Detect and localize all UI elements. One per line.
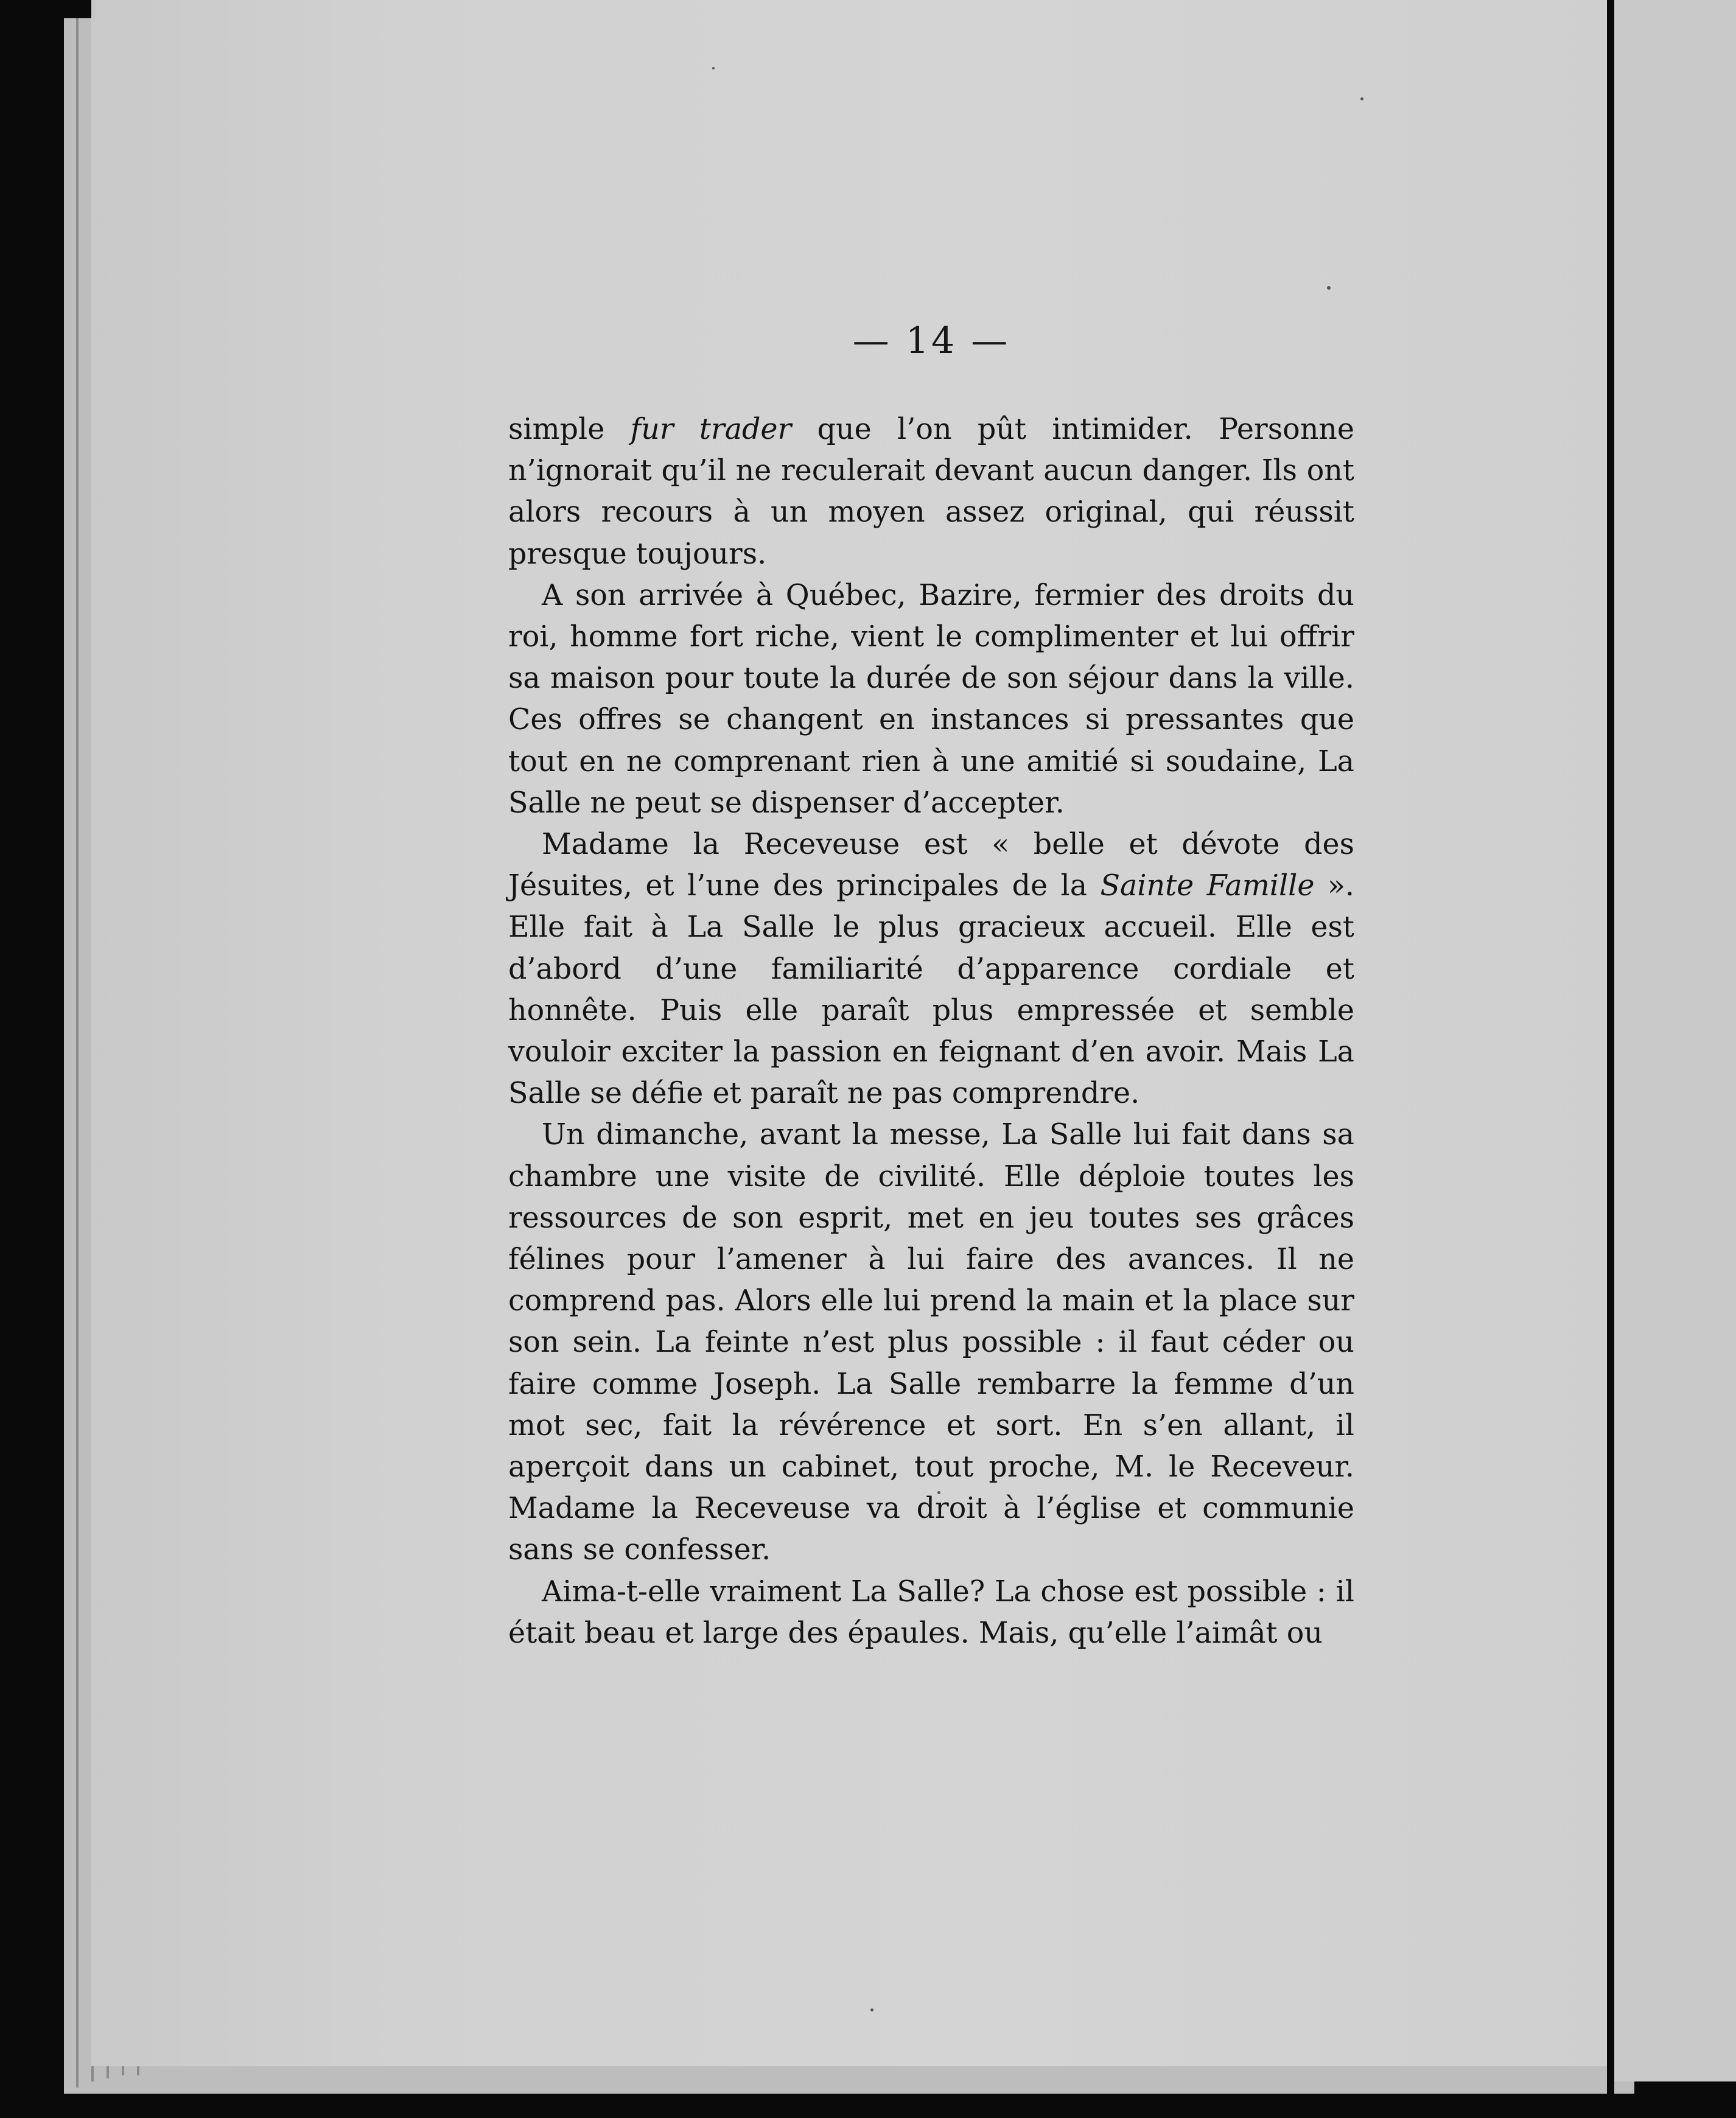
dust-speck (1327, 286, 1331, 290)
italic-text: Sainte Famille (1100, 869, 1315, 903)
page-edge-line (76, 18, 79, 2088)
dust-speck (870, 2008, 873, 2011)
facing-page-edge (1614, 0, 1736, 2081)
paragraph (508, 575, 1354, 824)
paragraph (508, 409, 1354, 575)
paragraph-text: Madame la Receveuse est « belle et dévote des Jésuites, et l’une des principales de la (508, 828, 1354, 903)
paragraph (508, 824, 1354, 1114)
gutter-shadow (1607, 0, 1614, 2118)
page-number: — 14 — (852, 320, 1010, 362)
paragraph (508, 1571, 1354, 1654)
body-text (508, 409, 1354, 1654)
paragraph (508, 1114, 1354, 1571)
paragraph-text: que l’on pût intimider. Personne n’ignorait qu’il ne reculerait devant aucun danger. Ils ont alors recours à un moyen assez original, qui réussit presque toujours. (508, 413, 1354, 571)
paragraph-text: Aima-t-elle vraiment La Salle? La chose est possible : il était beau et large des épaules. Mais, qu’elle l’aimât ou (508, 1575, 1354, 1650)
paragraph-text: simple (508, 413, 631, 446)
italic-text: fur trader (630, 413, 792, 446)
paragraph-text: A son arrivée à Québec, Bazire, fermier des droits du roi, homme fort riche, vient le complimenter et lui offrir sa maison pour toute la durée de son séjour dans la ville. Ces offres se changent en instances si pressantes que tout en ne comprenant rien à une amitié si soudaine, La Salle ne peut se dispenser d’accepter. (508, 578, 1354, 820)
dust-speck (1360, 97, 1363, 100)
paragraph-text: Un dimanche, avant la messe, La Salle lui fait dans sa chambre une visite de civilité. Elle déploie toutes les ressources de son esprit, met en jeu toutes ses grâces félines pour l’amener à lui faire des avances. Il ne comprend pas. Alors elle lui prend la main et la place sur son sein. La feinte n’est plus possible : il faut céder ou faire comme Joseph. La Salle rembarre la femme d’un mot sec, fait la révérence et sort. En s’en allant, il aperçoit dans un cabinet, tout proche, M. le Receveur. Madame la Receveuse va droit à l’église et communie sans se confesser. (508, 1118, 1354, 1567)
dust-speck (712, 67, 715, 69)
paragraph-text: ». Elle fait à La Salle le plus gracieux accueil. Elle est d’abord d’une familiarité d’apparence cordiale et honnête. Puis elle paraît plus empressée et semble vouloir exciter la passion en feignant d’en avoir. Mais La Salle se défie et paraît ne pas comprendre. (508, 869, 1354, 1111)
